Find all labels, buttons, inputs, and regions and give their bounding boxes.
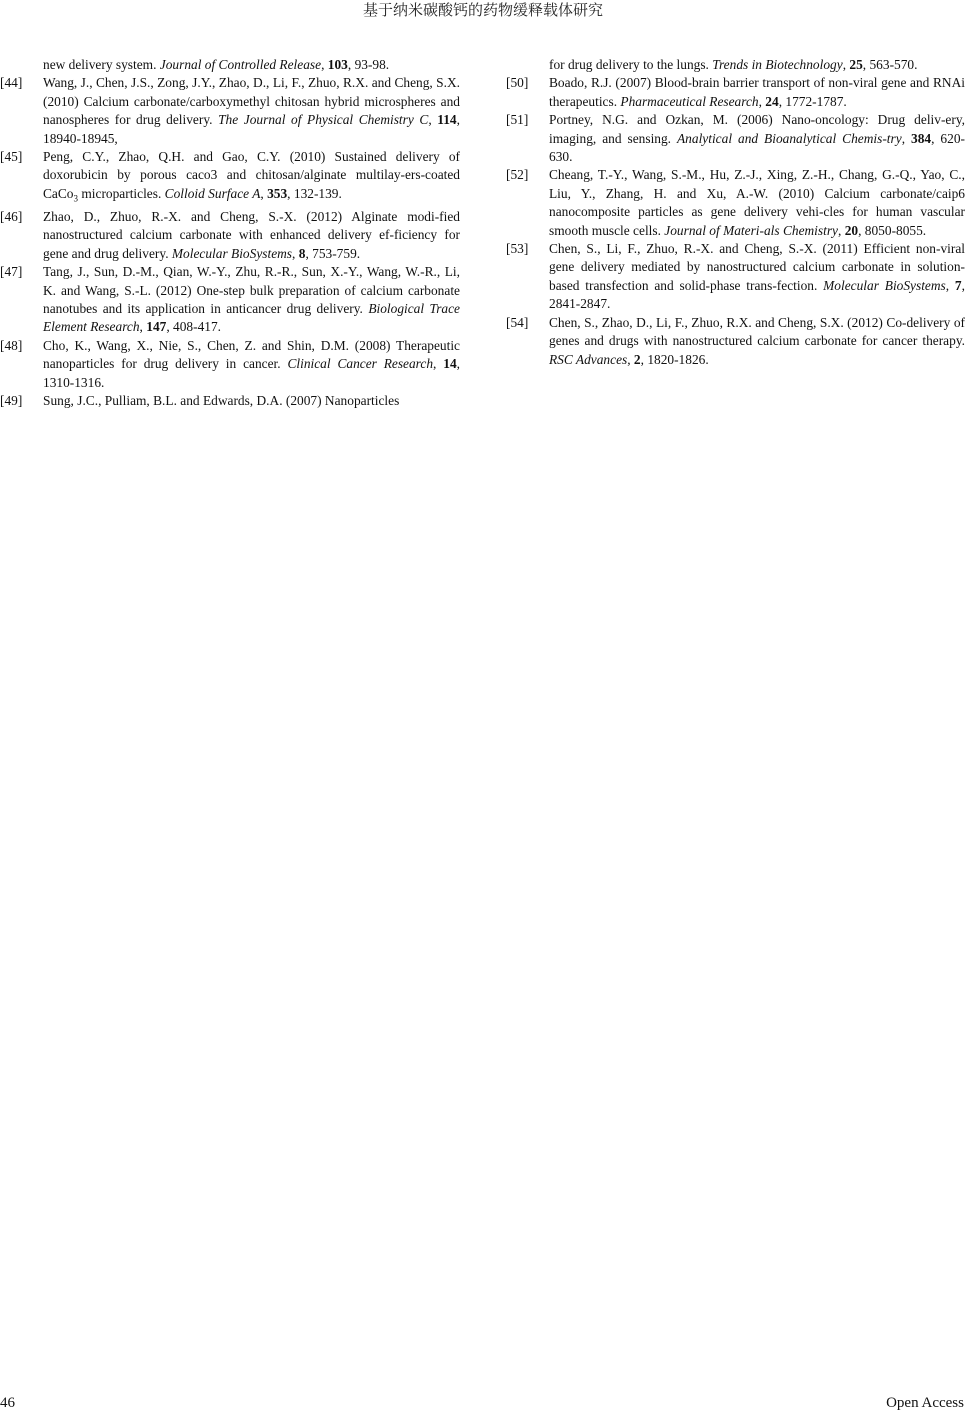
reference-48 <box>0 337 460 392</box>
ref-sep: , <box>945 277 955 293</box>
reference-47 <box>0 263 460 337</box>
ref-pages: , 753-759. <box>305 245 361 261</box>
reference-53 <box>506 240 965 314</box>
ref-text: Portney, N.G. and Ozkan, M. (2006) Nano-oncology: Drug deliv-ery, imaging, and sensing. <box>549 112 965 146</box>
ref-pages: , 93-98. <box>347 57 390 72</box>
ref-sep: , <box>838 222 845 238</box>
ref-text: Peng, C.Y., Zhao, Q.H. and Gao, C.Y. (2010) Sustained delivery of doxorubicin by porous caco3 and chitosan/alginate multilay-ers-coated CaCo <box>43 149 460 201</box>
ref-number: [49] <box>0 392 23 408</box>
ref-number: [47] <box>0 264 23 280</box>
ref-volume: 384 <box>911 130 932 146</box>
ref-sep: , <box>428 112 438 128</box>
ref-pages: , 132-139. <box>287 185 342 201</box>
reference-54 <box>506 314 965 369</box>
ref-pages: , 620-630. <box>549 130 965 165</box>
ref-sep: , <box>433 356 444 372</box>
ref-volume: 147 <box>146 319 167 335</box>
ref-journal: Journal of Controlled Release <box>159 57 322 72</box>
reference-44 <box>0 74 460 148</box>
ref-text: for drug delivery to the lungs. <box>549 57 713 72</box>
reference-46 <box>0 208 460 263</box>
ref-volume: 8 <box>298 245 306 261</box>
page-number: 46 <box>0 1395 15 1411</box>
reference-51 <box>506 111 965 166</box>
ref-journal: Biological Trace Element Research <box>43 300 461 335</box>
ref-sep: , <box>260 185 268 201</box>
ref-number: [48] <box>0 337 23 353</box>
references-right-column <box>506 56 965 369</box>
ref-pages: , 1310-1316. <box>43 356 460 390</box>
reference-continuation <box>0 56 460 74</box>
ref-pages: , 18940-18945, <box>43 112 460 146</box>
ref-number: [51] <box>506 112 529 128</box>
ref-pages: , 2841-2847. <box>549 277 965 312</box>
ref-text: Boado, R.J. (2007) Blood-brain barrier transport of non-viral gene and RNAi therapeutics. <box>549 75 965 109</box>
ref-volume: 20 <box>844 222 859 238</box>
ref-text: Cho, K., Wang, X., Nie, S., Chen, Z. and Shin, D.M. (2008) Therapeutic nanoparticles for drug delivery in cancer. <box>43 337 460 372</box>
ref-text: new delivery system. <box>43 57 160 72</box>
references-left-column <box>0 56 460 410</box>
ref-text: Tang, J., Sun, D.-M., Qian, W.-Y., Zhu, R.-R., Sun, X.-Y., Wang, W.-R., Li, K. and Wang, S.-L. (2012) One-step bulk preparation of calcium carbonate nanotubes and its application in anticancer drug delivery. <box>43 264 460 316</box>
ref-journal: Molecular BioSystems <box>171 245 293 261</box>
ref-text: Chen, S., Zhao, D., Li, F., Zhuo, R.X. and Cheng, S.X. (2012) Co-delivery of genes and drugs with nanostructured calcium carbonate for cancer therapy. <box>549 314 965 349</box>
ref-journal: Pharmaceutical Research <box>620 93 759 109</box>
ref-pages: , 8050-8055. <box>858 222 927 238</box>
ref-text: Cheang, T.-Y., Wang, S.-M., Hu, Z.-J., Xing, Z.-H., Chang, G.-Q., Yao, C., Liu, Y., Zhang, H. and Xu, A.-W. (2010) Calcium carbonate/caip6 nanocomposite particles as gene delivery vehi-cles for human vascular smooth muscle cells. <box>549 167 965 238</box>
ref-text: Zhao, D., Zhuo, R.-X. and Cheng, S.-X. (2012) Alginate modi-fied nanostructured calcium carbonate with enhanced delivery ef-ficiency for gene and drug delivery. <box>43 208 460 261</box>
ref-volume: 14 <box>443 356 457 372</box>
ref-number: [54] <box>506 314 529 330</box>
open-access-label: Open Access <box>886 1395 964 1411</box>
ref-pages: , 1772-1787. <box>778 93 847 109</box>
ref-text: Wang, J., Chen, J.S., Zong, J.Y., Zhao, D., Li, F., Zhuo, R.X. and Cheng, S.X. (2010) Calcium carbonate/carboxymethyl chitosan hybrid microspheres and nanospheres for drug delivery. <box>43 75 460 128</box>
ref-number: [45] <box>0 149 23 165</box>
running-header: 基于纳米碳酸钙的药物缓释载体研究 <box>362 1 603 19</box>
ref-pages: , 408-417. <box>166 319 222 335</box>
ref-sep: , <box>627 351 634 367</box>
ref-volume: 7 <box>954 277 962 293</box>
ref-sep: , <box>758 93 766 109</box>
ref-sep: , <box>321 57 328 72</box>
ref-journal: Trends in Biotechnology <box>712 57 843 72</box>
ref-journal: Clinical Cancer Research <box>287 356 434 372</box>
ref-volume: 353 <box>267 185 288 201</box>
ref-text: microparticles. <box>78 185 165 201</box>
ref-sep: , <box>901 130 912 146</box>
ref-number: [52] <box>506 167 529 183</box>
ref-journal: The Journal of Physical Chemistry C <box>218 112 429 128</box>
ref-volume: 24 <box>765 93 779 109</box>
ref-pages: , 563-570. <box>862 57 918 72</box>
ref-number: [50] <box>506 75 529 91</box>
ref-text: Chen, S., Li, F., Zhuo, R.-X. and Cheng, S.-X. (2011) Efficient non-viral gene delivery mediated by nanostructured calcium carbonate in solution-based transfection and solid-phase trans-fection. <box>549 241 965 293</box>
ref-number: [46] <box>0 208 23 224</box>
ref-journal: Analytical and Bioanalytical Chemis-try <box>677 130 902 146</box>
ref-number: [53] <box>506 241 529 257</box>
ref-sep: , <box>292 245 299 261</box>
ref-sep: , <box>139 319 147 335</box>
reference-49 <box>0 392 460 410</box>
ref-volume: 103 <box>327 57 348 72</box>
ref-number: [44] <box>0 75 23 91</box>
reference-45 <box>0 148 460 208</box>
ref-volume: 114 <box>437 112 457 128</box>
ref-volume: 2 <box>633 351 641 367</box>
reference-52 <box>506 166 965 240</box>
ref-pages: , 1820-1826. <box>640 351 709 367</box>
ref-text: Sung, J.C., Pulliam, B.L. and Edwards, D.A. (2007) Nanoparticles <box>43 392 400 408</box>
ref-journal: Journal of Materi-als Chemistry <box>664 222 838 238</box>
ref-subscript: 3 <box>73 193 79 204</box>
ref-sep: , <box>842 57 850 72</box>
ref-volume: 25 <box>849 57 863 72</box>
ref-journal: RSC Advances <box>549 351 628 367</box>
ref-journal: Molecular BioSystems <box>823 277 946 293</box>
reference-continuation <box>506 56 965 74</box>
ref-journal: Colloid Surface A <box>164 185 261 201</box>
reference-50 <box>506 74 965 111</box>
